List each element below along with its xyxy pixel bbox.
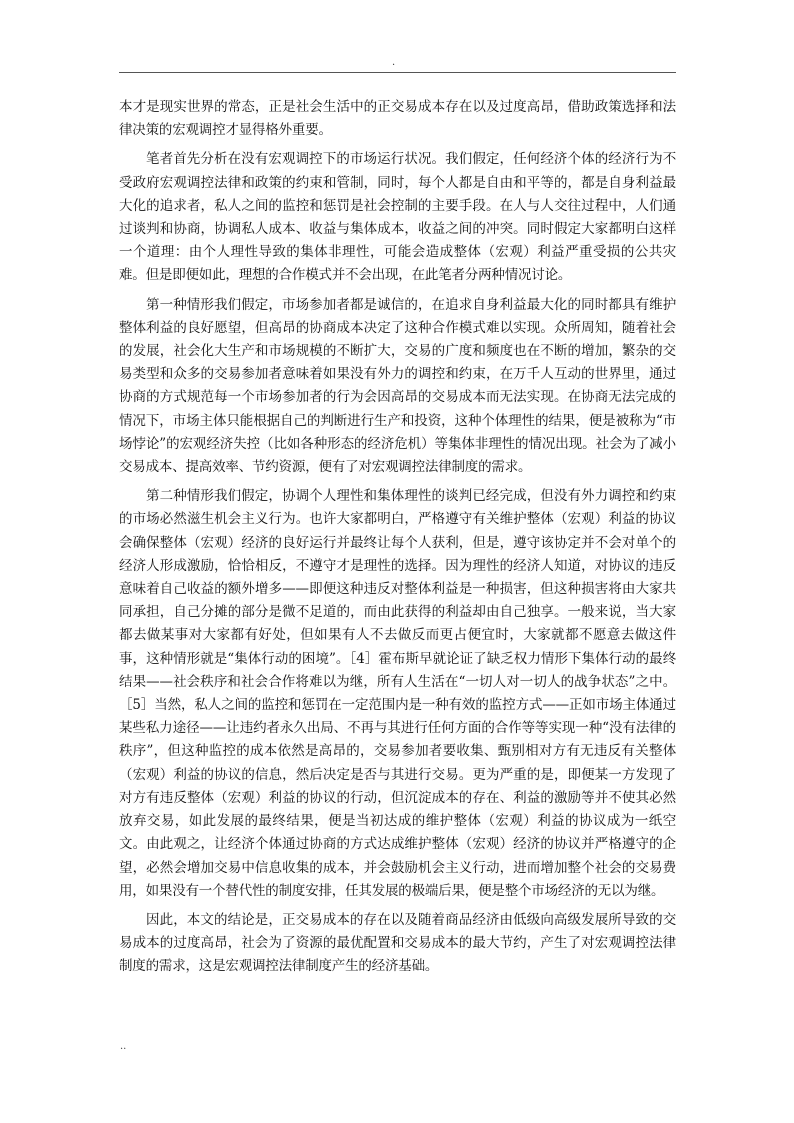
paragraph-first-scenario: 第一种情形我们假定，市场参加者都是诚信的，在追求自身利益最大化的同时都具有维护整体利益的良好愿望，但高昂的协商成本决定了这种合作模式难以实现。众所周知，随着社会的发展，社会化大生产和市场规模的不断扩大，交易的广度和频度也在不断的增加，繁杂的交易类型和众多的交易参加者意味着如果没有外力的调控和约束，在万千人互动的世界里，通过协商的方式规范每一个市场参加者的行为会因高昂的交易成本而无法实现。在协商无法完成的情况下，市场主体只能根据自己的判断进行生产和投资，这种个体理性的结果，便是被称为“市场悖论”的宏观经济失控（比如各种形态的经济危机）等集体非理性的情况出现。社会为了减小交易成本、提高效率、节约资源，便有了对宏观调控法律制度的需求。	[119, 296, 676, 476]
document-body	[119, 96, 676, 985]
paragraph-second-scenario: 第二种情形我们假定，协调个人理性和集体理性的谈判已经完成，但没有外力调控和约束的市场必然滋生机会主义行为。也许大家都明白，严格遵守有关维护整体（宏观）利益的协议会确保整体（宏观）经济的良好运行并最终让每个人获利，但是，遵守该协定并不会对单个的经济人形成激励，恰恰相反，不遵守才是理性的选择。因为理性的经济人知道，对协议的违反意味着自己收益的额外增多——即便这种违反对整体利益是一种损害，但这种损害将由大家共同承担，自己分摊的部分是微不足道的，而由此获得的利益却由自己独享。一般来说，当大家都去做某事对大家都有好处，但如果有人不去做反而更占便宜时，大家就都不愿意去做这件事，这种情形就是“集体行动的困境”。［4］霍布斯早就论证了缺乏权力情形下集体行动的最终结果——社会秩序和社会合作将难以为继，所有人生活在“一切人对一切人的战争状态”之中。［5］当然，私人之间的监控和惩罚在一定范围内是一种有效的监控方式——正如市场主体通过某些私力途径——让违约者永久出局、不再与其进行任何方面的合作等等实现一种“没有法律的秩序”，但这种监控的成本依然是高昂的，交易参加者要收集、甄别相对方有无违反有关整体（宏观）利益的协议的信息，然后决定是否与其进行交易。更为严重的是，即便某一方发现了对方有违反整体（宏观）利益的协议的行动，但沉淀成本的存在、利益的激励等并不使其必然放弃交易，如此发展的最终结果，便是当初达成的维护整体（宏观）利益的协议成为一纸空文。由此观之，让经济个体通过协商的方式达成维护整体（宏观）经济的协议并严格遵守的企望，必然会增加交易中信息收集的成本，并会鼓励机会主义行动，进而增加整个社会的交易费用，如果没有一个替代性的制度安排，任其发展的极端后果，便是整个市场经济的无以为继。	[119, 488, 676, 899]
footer-mark: ..	[120, 1041, 127, 1052]
header-divider	[119, 72, 676, 73]
paragraph-continuation: 本才是现实世界的常态，正是社会生活中的正交易成本存在以及过度高昂，借助政策选择和法律决策的宏观调控才显得格外重要。	[119, 99, 676, 139]
header-mark: .	[392, 57, 396, 68]
paragraph-conclusion: 因此，本文的结论是，正交易成本的存在以及随着商品经济由低级向高级发展所导致的交易成本的过度高昂，社会为了资源的最优配置和交易成本的最大节约，产生了对宏观调控法律制度的需求，这是宏观调控法律制度产生的经济基础。	[119, 911, 676, 975]
paragraph-market-analysis: 笔者首先分析在没有宏观调控下的市场运行状况。我们假定，任何经济个体的经济行为不受政府宏观调控法律和政策的约束和管制，同时，每个人都是自由和平等的，都是自身利益最大化的追求者，私人之间的监控和惩罚是社会控制的主要手段。在人与人交往过程中，人们通过谈判和协商，协调私人成本、收益与集体成本，收益之间的冲突。同时假定大家都明白这样一个道理：由个人理性导致的集体非理性，可能会造成整体（宏观）利益严重受损的公共灾难。但是即便如此，理想的合作模式并不会出现，在此笔者分两种情况讨论。	[119, 151, 676, 284]
